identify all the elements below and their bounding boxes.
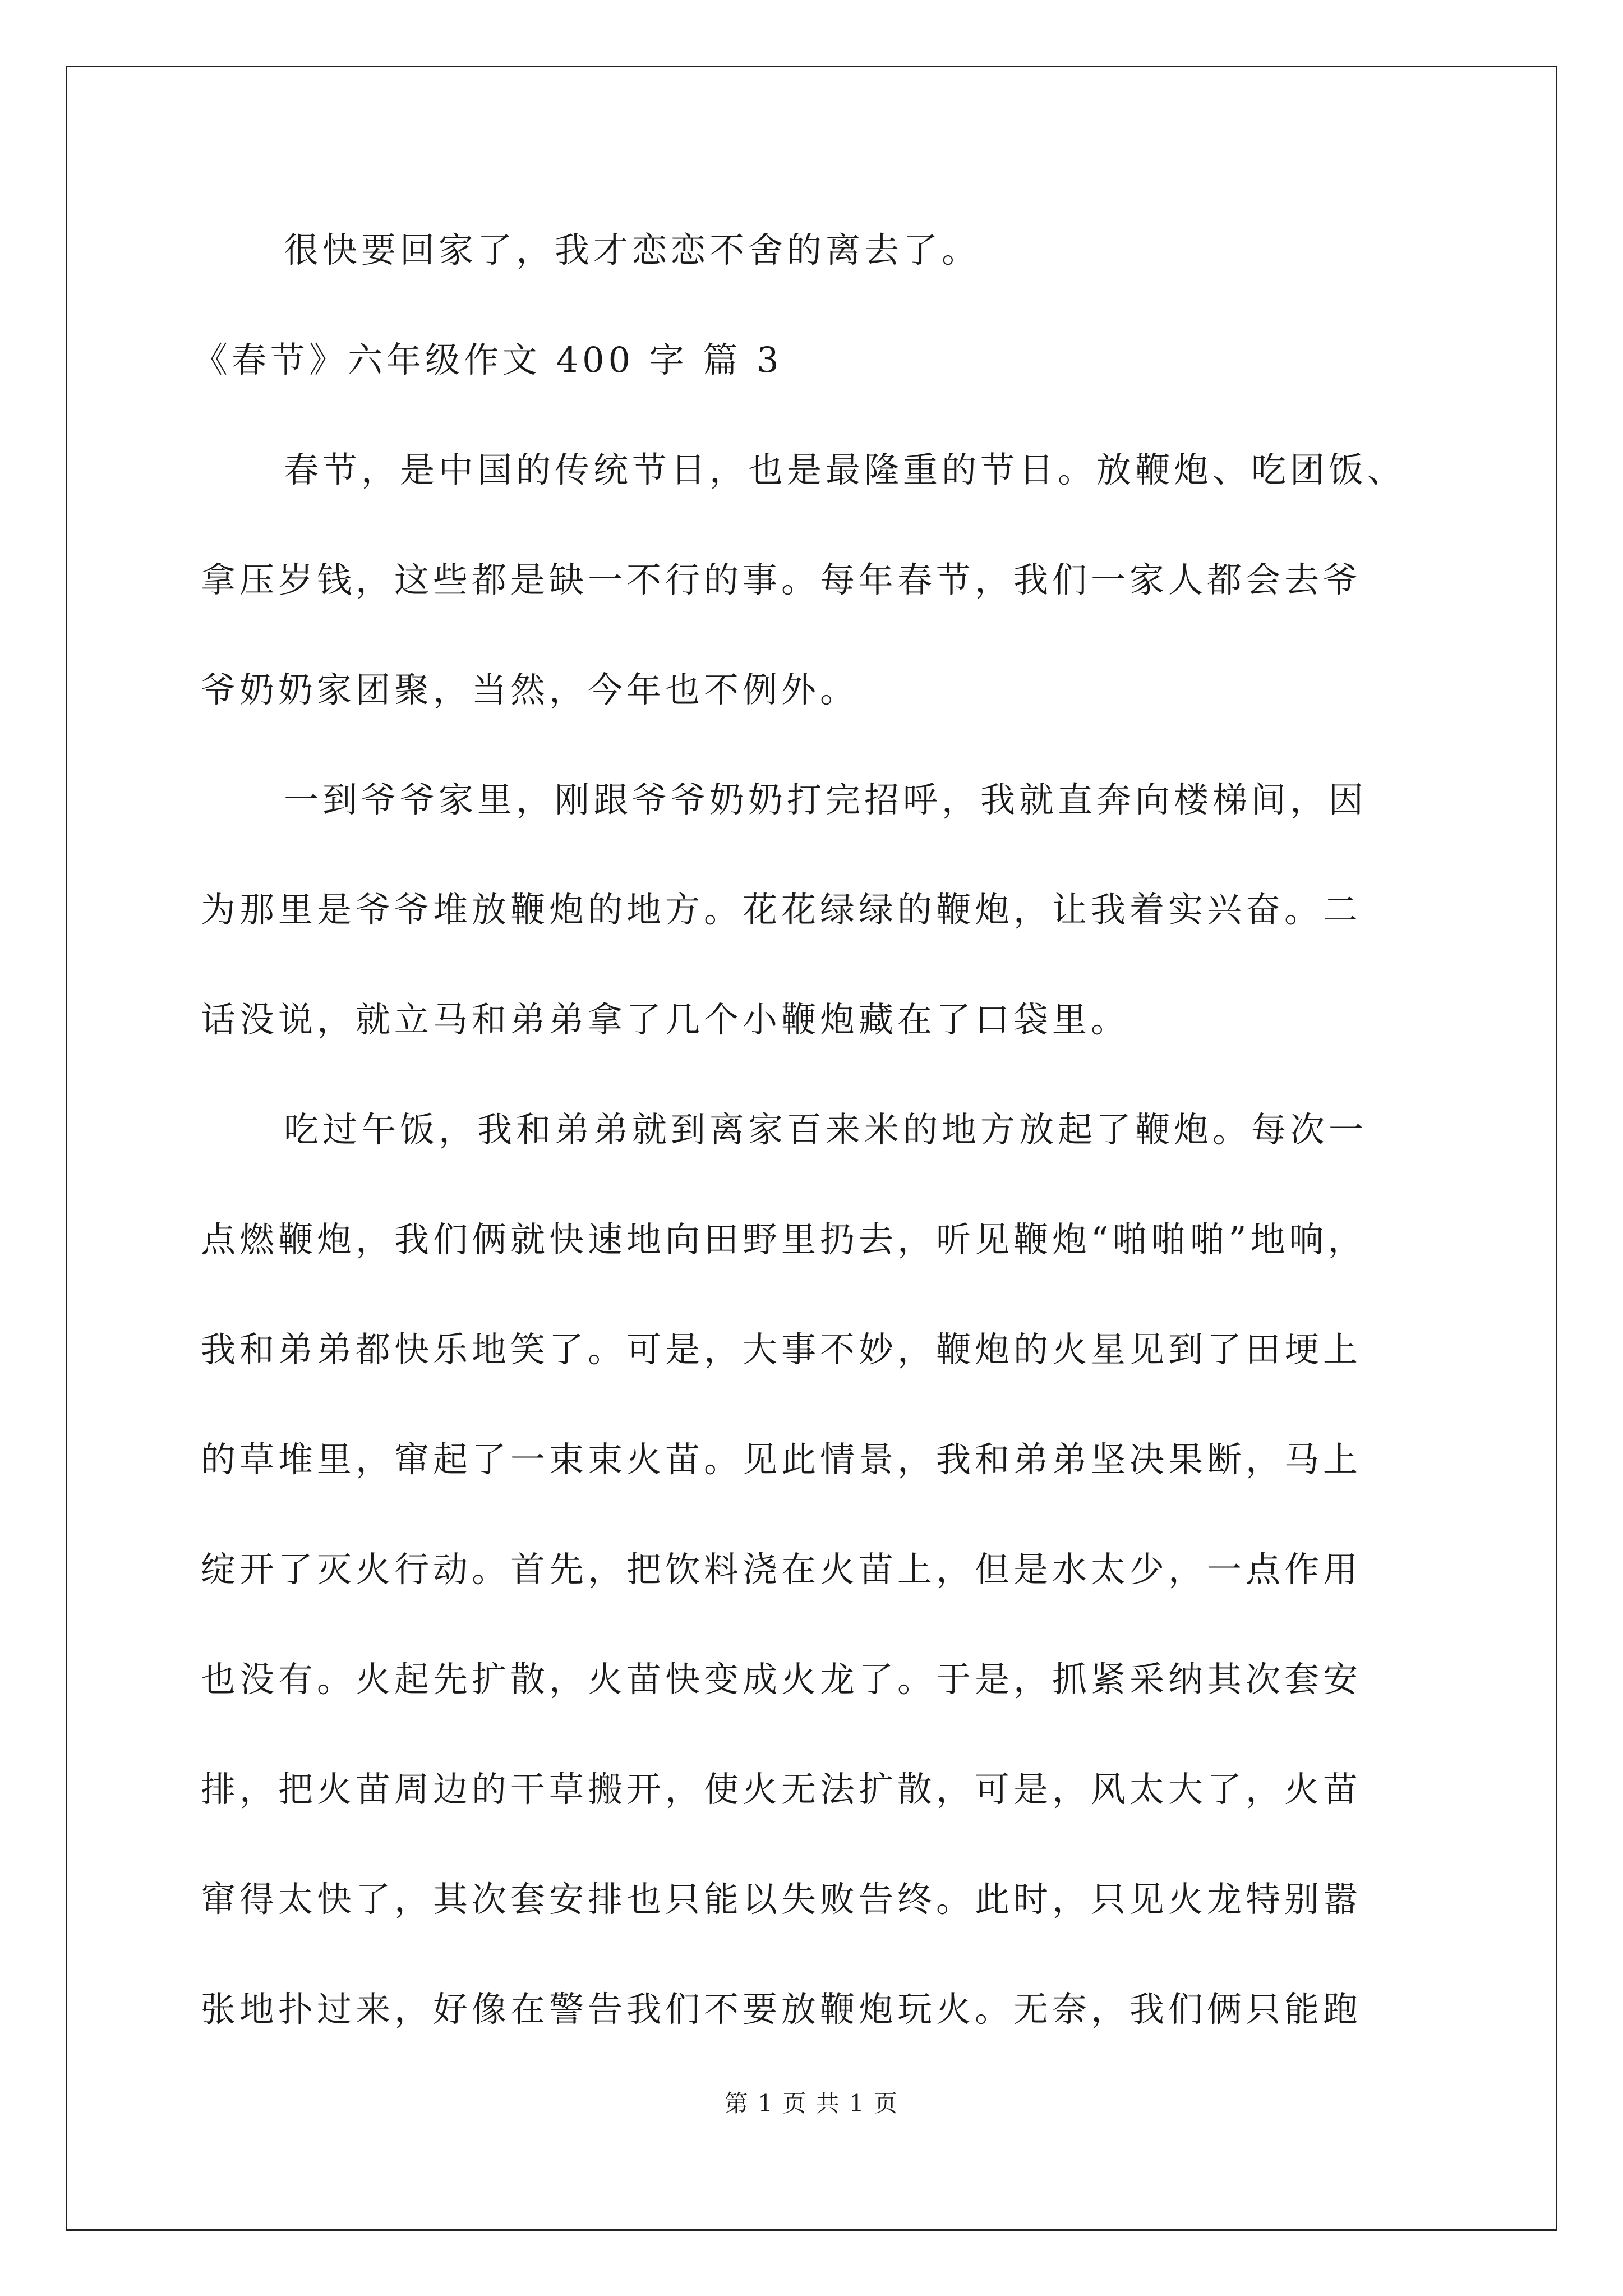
paragraph-line: 话没说，就立马和弟弟拿了几个小鞭炮藏在了口袋里。 bbox=[201, 999, 1130, 1040]
paragraph-line: 春节，是中国的传统节日，也是最隆重的节日。放鞭炮、吃团饭、 bbox=[284, 449, 1407, 490]
paragraph-line: 吃过午饭，我和弟弟就到离家百来米的地方放起了鞭炮。每次一 bbox=[284, 1109, 1368, 1150]
section-heading: 《春节》六年级作文 400 字 篇 3 bbox=[193, 339, 783, 380]
paragraph-line: 排，把火苗周边的干草搬开，使火无法扩散，可是，风太大了，火苗 bbox=[201, 1769, 1362, 1810]
paragraph-line: 拿压岁钱，这些都是缺一不行的事。每年春节，我们一家人都会去爷 bbox=[201, 559, 1362, 600]
paragraph-line: 点燃鞭炮，我们俩就快速地向田野里扔去，听见鞭炮“啪啪啪”地响， bbox=[201, 1219, 1367, 1260]
paragraph-line: 的草堆里，窜起了一束束火苗。见此情景，我和弟弟坚决果断，马上 bbox=[201, 1439, 1362, 1480]
paragraph-line: 一到爷爷家里，刚跟爷爷奶奶打完招呼，我就直奔向楼梯间，因 bbox=[284, 779, 1368, 820]
page-number-footer: 第 1 页 共 1 页 bbox=[724, 2090, 899, 2117]
paragraph-line: 爷奶奶家团聚，当然，今年也不例外。 bbox=[201, 669, 859, 710]
paragraph-line: 张地扑过来，好像在警告我们不要放鞭炮玩火。无奈，我们俩只能跑 bbox=[201, 1989, 1362, 2030]
paragraph-line: 我和弟弟都快乐地笑了。可是，大事不妙，鞭炮的火星见到了田埂上 bbox=[201, 1329, 1362, 1370]
paragraph-line: 很快要回家了，我才恋恋不舍的离去了。 bbox=[284, 229, 981, 270]
paragraph-line: 绽开了灭火行动。首先，把饮料浇在火苗上，但是水太少，一点作用 bbox=[201, 1549, 1362, 1590]
paragraph-line: 为那里是爷爷堆放鞭炮的地方。花花绿绿的鞭炮，让我着实兴奋。二 bbox=[201, 889, 1362, 930]
paragraph-line: 也没有。火起先扩散，火苗快变成火龙了。于是，抓紧采纳其次套安 bbox=[201, 1659, 1362, 1700]
paragraph-line: 窜得太快了，其次套安排也只能以失败告终。此时，只见火龙特别嚣 bbox=[201, 1879, 1362, 1920]
